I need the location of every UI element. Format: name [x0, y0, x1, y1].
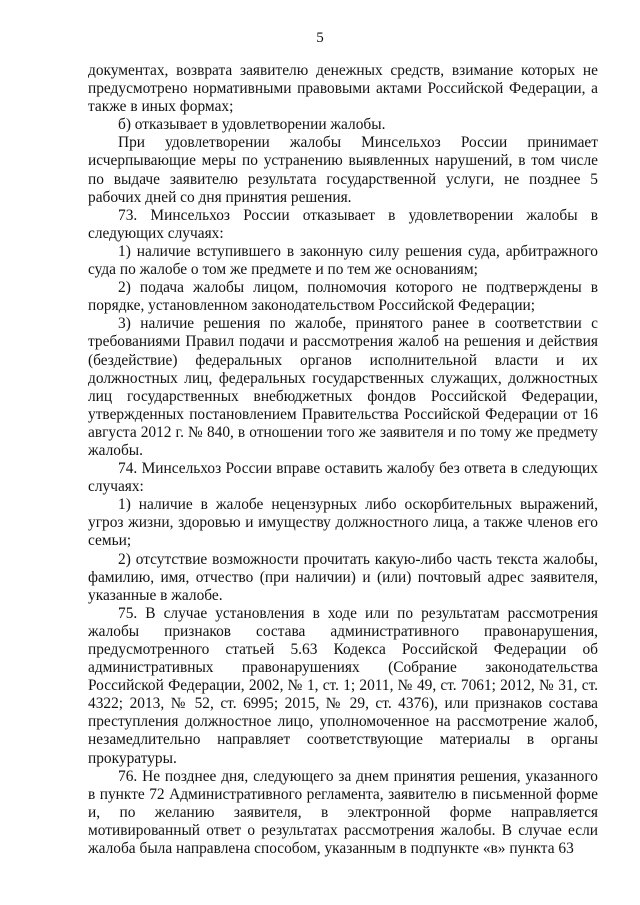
paragraph-73-item-2: 2) подача жалобы лицом, полномочия которого не подтверждены в порядке, установленном законодательством Российской Федерации; — [88, 279, 598, 315]
paragraph-satisfaction-measures: При удовлетворении жалобы Минсельхоз России принимает исчерпывающие меры по устранению выявленных нарушений, в том числе по выдаче заявителю результата государственной услуги, не позднее 5 рабочих дней со дня принятия решения. — [88, 134, 598, 206]
paragraph-continuation: документах, возврата заявителю денежных средств, взимание которых не предусмотрено нормативными правовыми актами Российской Федерации, а также в иных формах; — [88, 62, 598, 116]
document-body — [88, 62, 598, 858]
paragraph-73-item-1: 1) наличие вступившего в законную силу решения суда, арбитражного суда по жалобе о том же предмете и по тем же основаниям; — [88, 242, 598, 279]
paragraph-74-item-2: 2) отсутствие возможности прочитать какую-либо часть текста жалобы, фамилию, имя, отчество (при наличии) и (или) почтовый адрес заявителя, указанные в жалобе. — [88, 550, 598, 604]
paragraph-item-b: б) отказывает в удовлетворении жалобы. — [118, 116, 386, 134]
paragraph-74: 74. Минсельхоз России вправе оставить жалобу без ответа в следующих случаях: — [88, 460, 598, 496]
paragraph-73-item-3: 3) наличие решения по жалобе, принятого ранее в соответствии с требованиями Правил подачи и рассмотрения жалоб на решения и действия (бездействие) федеральных органов исполнительной власти и их должностных лиц, федеральных государственных служащих, должностных лиц государственных внебюджетных фондов Российской Федерации, утвержденных постановлением Правительства Российской Федерации от 16 августа 2012 г. № 840, в отношении того же заявителя и по тому же предмету жалобы. — [88, 315, 598, 459]
paragraph-76: 76. Не позднее дня, следующего за днем принятия решения, указанного в пункте 72 Административного регламента, заявителю в письменной форме и, по желанию заявителя, в электронной форме направляется мотивированный ответ о результатах рассмотрения жалобы. В случае если жалоба была направлена способом, указанным в подпункте «в» пункта 63 — [88, 767, 598, 858]
paragraph-75: 75. В случае установления в ходе или по результатам рассмотрения жалобы признаков состава административного правонарушения, предусмотренного статьей 5.63 Кодекса Российской Федерации об административных правонарушениях (Собрание законодательства Российской Федерации, 2002, № 1, ст. 1; 2011, № 49, ст. 7061; 2012, № 31, ст. 4322; 2013, № 52, ст. 6995; 2015, № 29, ст. 4376), или признаков состава преступления должностное лицо, уполномоченное на рассмотрение жалоб, незамедлительно направляет соответствующие материалы в органы прокуратуры. — [88, 604, 598, 767]
paragraph-73: 73. Минсельхоз России отказывает в удовлетворении жалобы в следующих случаях: — [88, 206, 598, 242]
paragraph-74-item-1: 1) наличие в жалобе нецензурных либо оскорбительных выражений, угроз жизни, здоровью и имуществу должностного лица, а также членов его семьи; — [88, 496, 598, 550]
page-number: 5 — [316, 30, 324, 46]
